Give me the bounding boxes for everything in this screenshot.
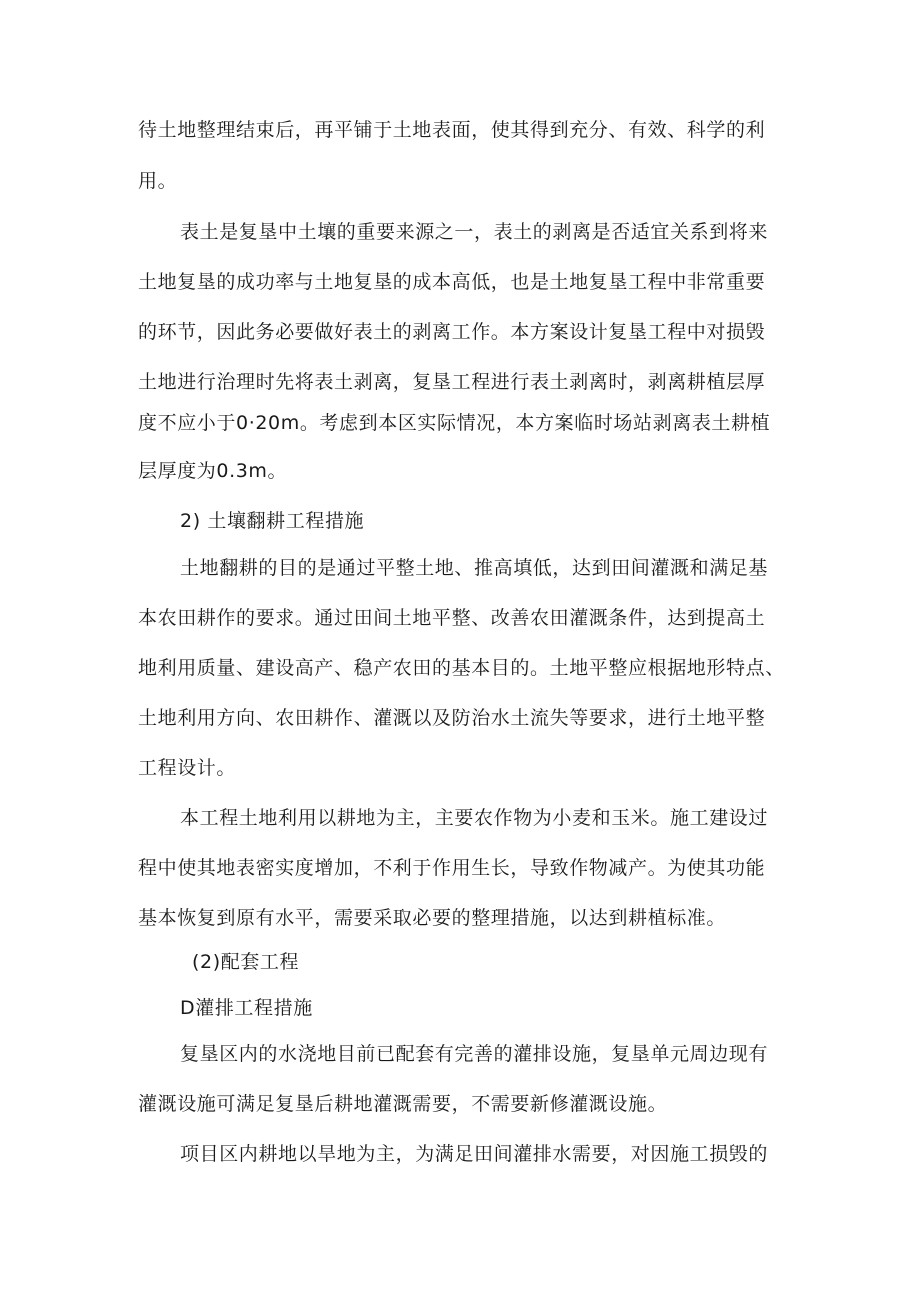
text-line: 表土是复垦中土壤的重要来源之一，表土的剥离是否适宜关系到将来 — [180, 221, 769, 243]
text-line: 度不应小于0·20m。考虑到本区实际情况，本方案临时场站剥离表土耕植 — [138, 412, 771, 434]
text-line: 本农田耕作的要求。通过田间土地平整、改善农田灌溉条件，达到提高土 — [138, 607, 766, 629]
text-line: 灌溉设施可满足复垦后耕地灌溉需要，不需要新修灌溉设施。 — [138, 1093, 668, 1115]
text-line: 本工程土地利用以耕地为主，主要农作物为小麦和玉米。施工建设过 — [180, 807, 769, 829]
text-line: 地利用质量、建设高产、稳产农田的基本目的。土地平整应根据地形特点、 — [138, 657, 785, 679]
text-line: 土地利用方向、农田耕作、灌溉以及防治水土流失等要求，进行土地平整 — [138, 707, 766, 729]
text-line: 土地进行治理时先将表土剥离，复垦工程进行表土剥离时，剥离耕植层厚 — [138, 371, 766, 393]
text-line: 的环节，因此务必要做好表土的剥离工作。本方案设计复垦工程中对损毁 — [138, 321, 766, 343]
text-line: 复垦区内的水浇地目前已配套有完善的灌排设施，复垦单元周边现有 — [180, 1043, 769, 1065]
text-line: 层厚度为0.3m。 — [138, 460, 288, 482]
section-heading: 2) 土壤翻耕工程措施 — [180, 510, 365, 532]
text-line: 土地翻耕的目的是通过平整土地、推高填低，达到田间灌溉和满足基 — [180, 557, 769, 579]
text-line: 基本恢复到原有水平，需要采取必要的整理措施，以达到耕植标准。 — [138, 907, 727, 929]
text-line: 项目区内耕地以旱地为主，为满足田间灌排水需要，对因施工损毁的 — [180, 1143, 769, 1165]
text-line: 土地复垦的成功率与土地复垦的成本高低，也是土地复垦工程中非常重要 — [138, 271, 766, 293]
text-line: 待土地整理结束后，再平铺于土地表面，使其得到充分、有效、科学的利 — [138, 119, 766, 141]
subsection-heading: D灌排工程措施 — [180, 997, 313, 1019]
text-line: 用。 — [138, 170, 178, 192]
text-line: 工程设计。 — [138, 757, 237, 779]
text-line: 程中使其地表密实度增加，不利于作用生长，导致作物减产。为使其功能 — [138, 857, 766, 879]
section-heading: (2)配套工程 — [192, 951, 300, 973]
